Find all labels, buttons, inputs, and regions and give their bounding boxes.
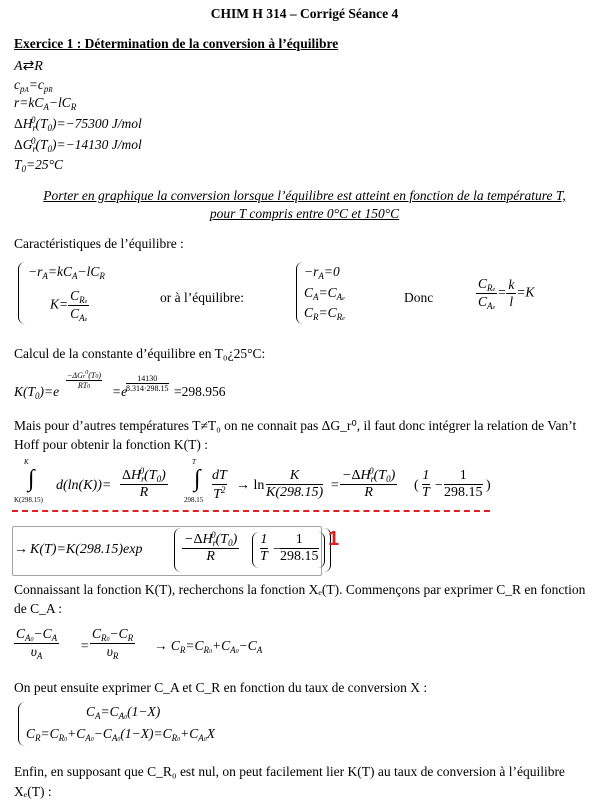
eq-K-numerical-exp: 14130 8.314⋅298.15 bbox=[126, 374, 169, 393]
given-reaction: A⇄R bbox=[14, 59, 43, 74]
red-box-KT bbox=[12, 526, 322, 576]
characteristics-label: Caractéristiques de l’équilibre : bbox=[14, 236, 184, 251]
eq-CR: $C_R=C_{Re}$ bbox=[304, 305, 345, 322]
system-brace-2 bbox=[296, 262, 303, 324]
para2-line1: Connaissant la fonction K(T), recherchons la fonction Xₑ(T). Commençons par exprimer C_R en fonction bbox=[14, 582, 586, 597]
para3: On peut ensuite exprimer C_A et C_R en fonction du taux de conversion X : bbox=[14, 680, 428, 695]
given-temperature: $T_0=25^\circ C$ bbox=[14, 157, 64, 174]
para4-line2: Xₑ(T) : bbox=[14, 784, 52, 799]
eq-CR-X: $C_R=C_{R0}+C_{A0}-C_{A0}(1-X)=C_{R0}+C_{A0}X$ bbox=[26, 726, 215, 743]
or-at-equilibrium: or à l’équilibre: bbox=[160, 290, 244, 305]
eq-CA: $C_A=C_{Ae}$ bbox=[304, 285, 345, 302]
given-cp: $c_{pA}=c_{pR}$ bbox=[14, 77, 53, 94]
page-header-title: CHIM H 314 – Corrigé Séance 4 bbox=[210, 6, 399, 21]
given-gibbs: $\Delta G_r^0(T_0)=-14130$ J/mol bbox=[14, 136, 142, 154]
exercise-title: Exercice 1 : Détermination de la conversion à l’équilibre bbox=[14, 36, 339, 51]
vanthoff-para-line1: Mais pour d’autres températures T≠T₀ on ne connait pas ΔG_r⁰, il faut donc intégrer la relation de Van’t bbox=[14, 418, 577, 433]
eq-K-T0: $K(T_0)=e$ bbox=[14, 384, 60, 401]
eq-K-def: K= $\frac{C_{Re}}{C_{Ae}}$ bbox=[50, 288, 88, 323]
para4-line1: Enfin, en supposant que C_R₀ est nul, on peut facilement lier K(T) au taux de conversion à l’équilibre bbox=[14, 764, 565, 779]
K-value: 298.956 bbox=[181, 384, 226, 399]
task-line-2: pour T compris entre 0°C et 150°C bbox=[209, 206, 400, 221]
eq-K-result: =298.956 bbox=[174, 384, 226, 399]
vanthoff-para-line2: Hoff pour obtenir la fonction K(T) : bbox=[14, 437, 208, 452]
eq-K-ratio: $\frac{C_{Re}}{C_{Ae}}$ = $\frac{k}{l}$ =K bbox=[478, 276, 535, 311]
eq-eq-zero: $-r_A=0$ bbox=[304, 264, 340, 281]
given-enthalpy: $\Delta H_r^0(T_0)=-75300$ J/mol bbox=[14, 115, 142, 133]
calc-K-label: Calcul de la constante d’équilibre en T₀¿25°C: bbox=[14, 346, 266, 361]
system-brace-1 bbox=[18, 262, 25, 324]
eq-CA-X: $C_A=C_{A0}(1-X)$ bbox=[86, 704, 161, 721]
eq-rate-zero: $-r_A=kC_A-lC_R$ bbox=[28, 264, 105, 281]
task-line-1: Porter en graphique la conversion lorsque l’équilibre est atteint en fonction de la température T, bbox=[43, 188, 566, 203]
donc-label: Donc bbox=[404, 290, 434, 305]
eq-K-exponent: −ΔGr$^0$(T0) RT0 bbox=[67, 370, 102, 390]
eq-K-eq: =e bbox=[112, 384, 128, 399]
para2-line2: de C_A : bbox=[14, 601, 63, 616]
red-dashed-underline bbox=[12, 510, 490, 512]
mark-number-1: 1 bbox=[328, 528, 340, 550]
system-brace-3 bbox=[18, 702, 25, 746]
given-rate: $r=kC_A-lC_R$ bbox=[14, 95, 77, 112]
